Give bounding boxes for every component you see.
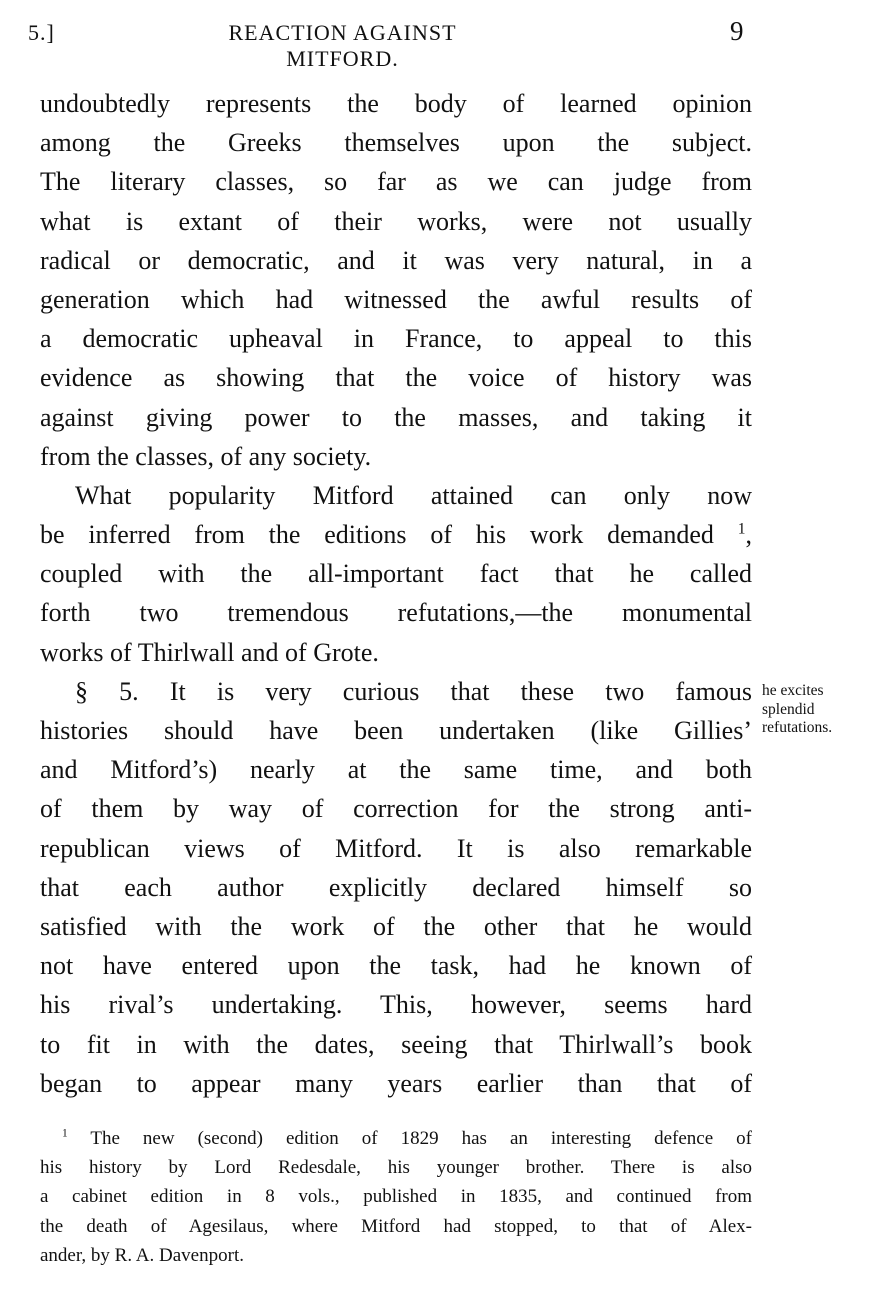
body-line-text: of them by way of correction for the strong anti- [40,794,752,824]
body-line [40,711,752,750]
body-line [40,633,752,672]
body-line-text: evidence as showing that the voice of history was [40,363,752,393]
body-line-text: and Mitford’s) nearly at the same time, and both [40,755,752,785]
footnote-line-text: the death of Agesilaus, where Mitford had stopped, to that of Alex- [40,1215,752,1237]
footnote-line-text: his history by Lord Redesdale, his younger brother. There is also [40,1157,752,1179]
body-line-text: radical or democratic, and it was very natural, in a [40,245,752,275]
body-line [40,398,752,437]
margin-note-line: he excites [762,682,824,699]
footnote-line [40,1153,752,1182]
footnote-line [40,1212,752,1241]
body-line-text: coupled with the all-important fact that he called [40,559,752,589]
body-line [40,358,752,397]
body-line [40,907,752,946]
body-line [40,829,752,868]
body-line-text: undoubtedly represents the body of learned opinion [40,89,752,118]
body-line-text: among the Greeks themselves upon the subject. [40,128,752,158]
footnote-line [40,1182,752,1211]
body-line-text: his rival’s undertaking. This, however, seems hard [40,990,752,1020]
page-number: 9 [730,16,745,46]
body-line-text: histories should have been undertaken (like Gillies’ [40,716,752,745]
punctuation: , [745,520,753,550]
body-line-text: satisfied with the work of the other that he would [40,911,752,941]
body-line [40,750,752,789]
body-line-text: generation which had witnessed the awful results of [40,284,752,314]
footnote [40,1124,752,1270]
body-line-text: forth two tremendous refutations,—the monumental [40,598,752,628]
body-line-text: be inferred from the editions of his work demanded [40,520,714,550]
body-line [40,476,752,515]
body-line-text: to fit in with the dates, seeing that Thirlwall’s book [40,1029,752,1059]
body-line-text: that each author explicitly declared himself so [40,872,752,902]
body-line [40,84,752,123]
body-line [40,437,752,476]
margin-note-line: refutations. [762,719,833,736]
body-line [40,946,752,985]
section-marker: 5.] [28,20,55,45]
body-line [40,319,752,358]
body-line [40,202,752,241]
body-line [40,1064,752,1103]
body-line [40,672,752,711]
footnote-line-text: The new (second) edition of 1829 has an interesting defence of [90,1128,752,1149]
body-line-text: § 5. It is very curious that these two famous [75,676,752,706]
body-line-text: began to appear many years earlier than that of [40,1068,752,1098]
margin-note [762,682,832,738]
body-line [40,868,752,907]
footnote-reference[interactable]: 1 [737,520,746,538]
body-line-text: The literary classes, so far as we can judge from [40,167,752,197]
body-line-text: What popularity Mitford attained can only now [75,480,752,510]
body-line-text: republican views of Mitford. It is also remarkable [40,833,752,863]
body-line-text: against giving power to the masses, and taking it [40,402,752,432]
footnote-line [40,1241,752,1270]
margin-note-line: splendid [762,700,815,718]
body-line [40,1025,752,1064]
footnote-marker: 1 [62,1127,68,1140]
body-line-text: from the classes, of any society. [40,441,372,471]
body-line [40,789,752,828]
body-line [40,985,752,1024]
running-title: REACTION AGAINST MITFORD. [228,20,457,71]
body-line-text: a democratic upheaval in France, to appeal to this [40,324,752,354]
body-line [40,515,752,554]
body-line-text: not have entered upon the task, had he known of [40,951,752,981]
body-line [40,593,752,632]
body-text [40,84,752,1103]
footnote-line [40,1124,752,1153]
body-line [40,241,752,280]
body-line-text: works of Thirlwall and of Grote. [40,637,379,667]
body-line [40,162,752,201]
body-line [40,123,752,162]
footnote-line-text: ander, by R. A. Davenport. [40,1244,244,1266]
body-line [40,554,752,593]
footnote-line-text: a cabinet edition in 8 vols., published in 1835, and continued from [40,1186,752,1208]
body-line [40,280,752,319]
body-line-text: what is extant of their works, were not usually [40,206,752,236]
